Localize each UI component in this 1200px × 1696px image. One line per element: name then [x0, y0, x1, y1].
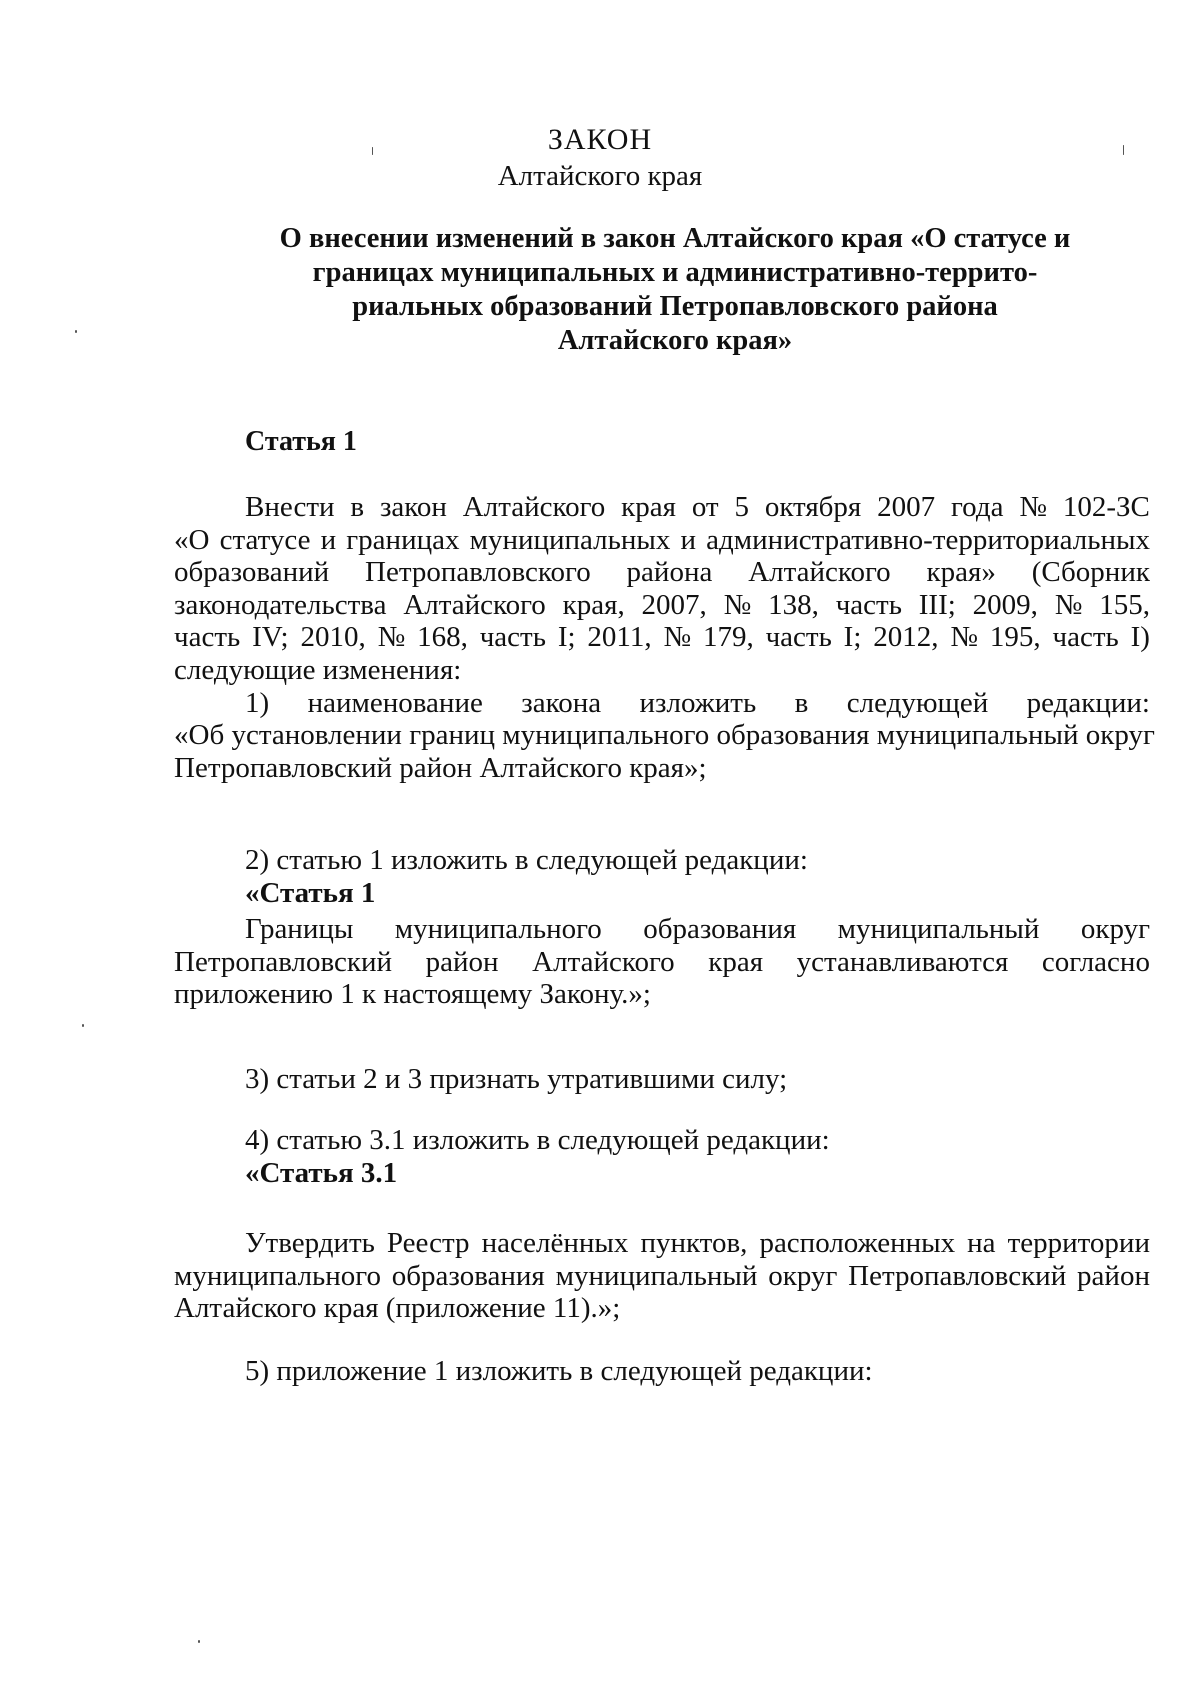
text-line [174, 589, 1150, 622]
word: изложить [639, 686, 757, 719]
word: октября [764, 491, 862, 523]
word: I) [1130, 621, 1150, 654]
word: часть [1052, 621, 1119, 654]
word: Петропавловского [365, 556, 591, 589]
word: Утвердить [245, 1227, 375, 1259]
word: № [1019, 491, 1047, 523]
word: в [794, 686, 809, 719]
word: 179, [702, 621, 754, 654]
article-body [174, 491, 1155, 784]
word: Петропавловский [848, 1259, 1067, 1292]
text-line: 3) статьи 2 и 3 признать утратившими силу; [245, 1063, 788, 1095]
title-line: границах муниципальных и административно-террито- [312, 257, 1038, 288]
word: 2012, [873, 621, 939, 654]
word: устанавливаются [796, 945, 1009, 978]
text-line: приложению 1 к настоящему Закону.»; [174, 978, 651, 1011]
word: района [626, 556, 713, 589]
text-line [174, 946, 1150, 979]
word: года [950, 491, 1004, 523]
word: 2007 [877, 491, 936, 523]
word: 2010, [300, 621, 366, 654]
text-line: Алтайского края (приложение 11).»; [174, 1292, 621, 1325]
quoted-article-body [174, 1227, 1150, 1325]
word: муниципальный [837, 913, 1040, 945]
word: III; [918, 588, 956, 621]
scan-speck [198, 1640, 200, 1643]
word: края, [562, 588, 625, 621]
text-line [174, 491, 1150, 524]
word: Реестр [386, 1227, 470, 1259]
word: территории [1007, 1227, 1150, 1259]
text-line: «Об установлении границ муниципального образования муниципальный округ [174, 719, 1155, 752]
amendment-item-3 [174, 1063, 1150, 1096]
title-line: риальных образований Петропавловского района [352, 291, 998, 322]
word: края [621, 491, 676, 523]
word: IV; [252, 621, 289, 654]
title-line: Алтайского края» [557, 325, 793, 356]
text-line: 5) приложение 1 изложить в следующей редакции: [245, 1355, 873, 1387]
document-type: ЗАКОН [547, 123, 653, 156]
word: округ [1080, 913, 1150, 945]
word: границах [346, 523, 460, 556]
word: округ [768, 1259, 838, 1292]
word: в [350, 491, 365, 523]
quoted-article-heading: «Статья 3.1 [245, 1156, 398, 1189]
word: 2011, [587, 621, 652, 654]
article-heading: Статья 1 [245, 426, 357, 457]
document-title [250, 222, 1100, 358]
word: 195, [989, 621, 1041, 654]
word: № [1054, 588, 1083, 621]
word: I; [843, 621, 862, 654]
word: часть [479, 621, 546, 654]
word: 2009, [972, 588, 1038, 621]
word: образований [174, 556, 330, 589]
word: пунктов, [640, 1227, 748, 1259]
word: 1) [245, 686, 270, 719]
word: муниципальных [469, 523, 671, 556]
word: административно-территориальных [706, 523, 1150, 556]
word: населённых [481, 1227, 629, 1259]
text-line: 2) статью 1 изложить в следующей редакции: [245, 844, 808, 876]
title-line: О внесении изменений в закон Алтайского края «О статусе и [279, 223, 1071, 254]
word: Алтайского [532, 945, 675, 978]
word: I; [557, 621, 576, 654]
word: 168, [417, 621, 468, 654]
word: 102-ЗС [1062, 491, 1150, 523]
word: наименование [307, 686, 483, 719]
word: 155, [1099, 588, 1150, 621]
word: 5 [734, 491, 749, 523]
word: № [377, 621, 406, 654]
word: район [425, 945, 499, 978]
word: № [950, 621, 979, 654]
scan-speck [372, 147, 373, 155]
scan-speck [75, 330, 77, 333]
text-line [174, 1260, 1150, 1293]
word: края» [926, 556, 996, 589]
word: закон [379, 491, 447, 523]
document-region: Алтайского края [497, 160, 703, 192]
word: муниципального [174, 1259, 381, 1292]
scan-speck [1123, 145, 1124, 155]
word: район [1077, 1259, 1150, 1292]
word: и [320, 523, 337, 556]
word: Алтайского [403, 588, 546, 621]
word: часть [174, 621, 241, 654]
word: редакции: [1026, 686, 1150, 719]
word: «О [174, 523, 210, 556]
amendment-item-2 [174, 844, 1150, 909]
text-line [174, 1227, 1150, 1260]
word: законодательства [174, 588, 387, 621]
word: статусе [219, 523, 311, 556]
word: согласно [1041, 945, 1150, 978]
word: муниципального [394, 913, 602, 945]
text-line [174, 913, 1150, 946]
word: часть [765, 621, 832, 654]
word: № [723, 588, 752, 621]
word: закона [521, 686, 602, 719]
word: Алтайского [462, 491, 606, 523]
word: 138, [768, 588, 819, 621]
text-line: следующие изменения: [174, 653, 462, 686]
word: Внести [245, 491, 335, 523]
word: расположенных [759, 1227, 956, 1259]
text-line: Петропавловский район Алтайского края»; [174, 751, 707, 784]
amendment-item-1 [174, 687, 1150, 720]
text-line [174, 556, 1150, 589]
word: на [967, 1227, 996, 1259]
word: (Сборник [1031, 556, 1150, 589]
word: Алтайского [748, 556, 891, 589]
amendment-item-5 [174, 1355, 1150, 1388]
word: образования [391, 1259, 545, 1292]
word: муниципальный [555, 1259, 758, 1292]
word: следующей [846, 686, 989, 719]
text-line [174, 524, 1150, 557]
word: края [708, 945, 764, 978]
text-line [174, 621, 1150, 654]
word: часть [835, 588, 902, 621]
quoted-article-body [174, 913, 1150, 1011]
word: образования [643, 913, 797, 945]
word: и [680, 523, 697, 556]
word: 2007, [641, 588, 707, 621]
word: от [691, 491, 719, 523]
word: Границы [245, 913, 354, 945]
scan-speck [82, 1024, 84, 1027]
amendment-item-4 [174, 1124, 1150, 1189]
word: № [663, 621, 692, 654]
quoted-article-heading: «Статья 1 [245, 876, 376, 909]
text-line: 4) статью 3.1 изложить в следующей редакции: [245, 1124, 830, 1156]
word: Петропавловский [174, 945, 393, 978]
